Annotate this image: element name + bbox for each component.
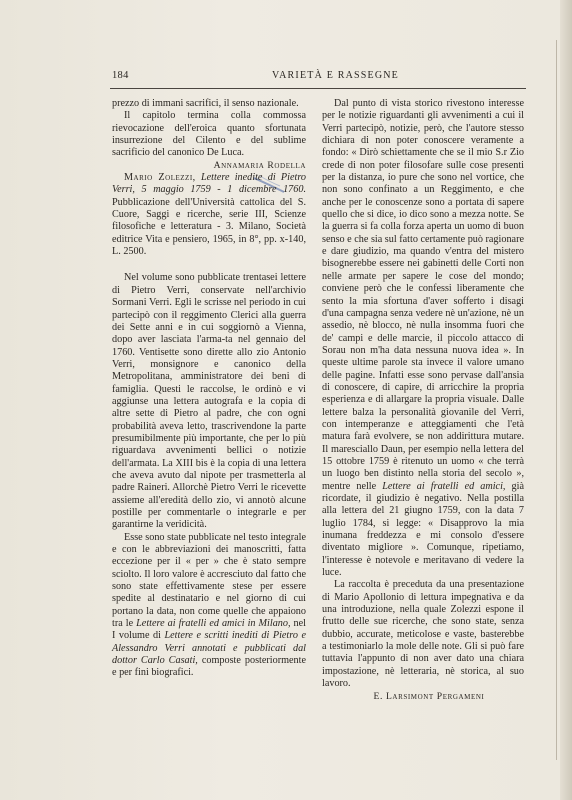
right-paragraph-2: La raccolta è preceduta da una presentazione di Mario Apollonio di lettura impegnativa e da una introduzione, nella quale Zolezzi espone il frutto delle sue ricerche, che sono state, senza dubbio, accurate, meticolose e vaste, basterebbe a testimoniarlo la mole delle note. Gli si può fare tuttavia l'appunto di non aver dato una chiara impostazione, nè letteraria, nè storica, al suo lavoro. (322, 579, 524, 690)
left-p4-text-a: Esse sono state pubblicate nel testo integrale e con le abbreviazioni dei manoscritti, fatta eccezione per il « per » che è stato sempre sciolto. Il loro valore è accresciuto dal fatto che sono state effettivamente stese per essere spedite al destinatario e nel giorno di cui portano la data, non come quelle che appaiono tra le (112, 531, 306, 630)
left-p4-italic-2: Lettere e scritti inediti di Pietro e Alessandro Verri annotati e pubblicati dal dottor Carlo Casati, (112, 630, 306, 667)
review-title: Lettere inedite di Pietro Verri, 5 maggio 1759 - 1 dicembre 1760. (112, 172, 306, 196)
left-paragraph-4 (112, 532, 306, 680)
left-p4-text-c: composte posteriormente e per fini biografici. (112, 655, 306, 679)
signature-rodella: Annamaria Rodella (213, 159, 306, 171)
right-column (322, 98, 524, 703)
page-header (112, 70, 524, 86)
left-paragraph-2: Il capitolo termina colla commossa rievocazione dell'eroica quanto sfortunata insurrezione del Cilento e del sublime sacrificio del canonico De Luca. (112, 110, 306, 159)
left-column (112, 98, 306, 680)
signature-larsimont: E. Larsimont Pergameni (373, 690, 485, 702)
header-rule (110, 88, 526, 89)
review-heading (112, 172, 306, 258)
page-edge (560, 0, 572, 800)
left-p4-text-b: nel I volume di (112, 618, 306, 642)
right-p1-italic: Lettere ai fratelli ed amici, (382, 480, 506, 492)
spacer (112, 258, 306, 272)
left-p4-italic-1: Lettere ai fratelli ed amici in Milano, (136, 618, 291, 630)
left-paragraph-3: Nel volume sono pubblicate trentasei lettere di Pietro Verri, conservate nell'archivio Sormani Verri. Egli le scrisse nel periodo in cui partecipò con il reggimento Clerici alla guerra dei Sette anni e in cui soggiornò a Vienna, dopo aver lasciata l'arma-ta nel gennaio del 1760. Ventisette sono dirette allo zio Antonio Verri, monsignore e canonico della Metropolitana, amministratore dei beni di famiglia. Questi le raccolse, le ordinò e vi aggiunse una lettera autografa e la copia di altre sette di Pietro al padre, che con ogni probabilità aveva letto, trascrivendone la parte presumibilmente più importante, che per lo più riguardava avvenimenti bellici o notizie dell'armata. La XIII bis è la copia di una lettera che aveva avuto dal nipote per trasmetterla al padre Raineri. Allorchè Pietro Verri le ricevette assieme all'eredità dello zio, vi annotò alcune postille per commentarle o integrarle e per garantirne la veridicità. (112, 272, 306, 531)
review-author: Mario Zolezzi, (124, 172, 196, 184)
page-number: 184 (112, 70, 129, 81)
right-p1-text-b: già ricordate, il giudizio è negativo. Nella postilla alla lettera del 21 giugno 1759, con la data 7 luglio 1784, si legge: « Disapprovo la mia inumana freddezza e mi consolo d'essere diventato migliore ». Comunque, ripetiamo, l'interesse è notevole e meritavano di vedere la luce. (322, 480, 524, 579)
binding-shadow (556, 40, 557, 760)
review-publication: Pubblicazione dell'Università cattolica del S. Cuore, Saggi e ricerche, serie III, Scienze filosofiche e letteratura - 3. Milano, Società editrice Vita e pensiero, 1965, in 8°, pp. x-140, L. 2500. (112, 196, 306, 258)
running-head: VARIETÀ E RASSEGNE (272, 70, 399, 81)
left-paragraph-1: prezzo di immani sacrifici, il senso nazionale. (112, 98, 299, 109)
right-paragraph-1 (322, 98, 524, 579)
right-p1-text: Dal punto di vista storico rivestono interesse per le notizie riguardanti gli avvenimenti a cui il Verri partecipò, notizie, però, che l'autore stesso dichiara di non poter conoscere veramente a fondo: « Dirò schiettamente che se il mio S.r Zio crede di non poter filosofare sulle cose presenti per la distanza, io pure che sono nel vortice, che non sono confinato a un Reggimento, e che anche per le conoscenze sono a portata di sapere quello che si dice, io dico sono a mezza notte. Se la guerra si fa colla forza aperta un uomo di buon senso e che sia sul fatto certamente può ragionare e dare giudizio, ma quando v'entra del mistero bisognerebbe essere nei gabinetti delle Corti non nelle armate per sapere le cose del mondo; conviene però che le confessi liberamente che sento la mia sfortuna d'aver sofferto i disagi d'una campagna senza vedere nè un'azione, nè un assedio, nè blocco, nè nulla insomma fuori che de' campi e delle marcie, il piccolo attacco di Sorau non m'ha data nessuna nuova idea ». In queste ultime parole sta invece il valore umano delle pagine. Infatti esse sono pervase dall'ansia di conoscere, di capire, di arricchire la propria esperienza e di allargare la propria visuale. Dalle lettere balza la personalità giovanile del Verri, con intemperanze e atteggiamenti che l'età matura farà evolvere, se non addirittura mutare. Il maresciallo Daun, per esempio nella lettera del 15 ottobre 1759 è ritenuto un uomo « che terrà un luogo ben distinto nella storia del secolo », mentre nelle (322, 98, 524, 492)
